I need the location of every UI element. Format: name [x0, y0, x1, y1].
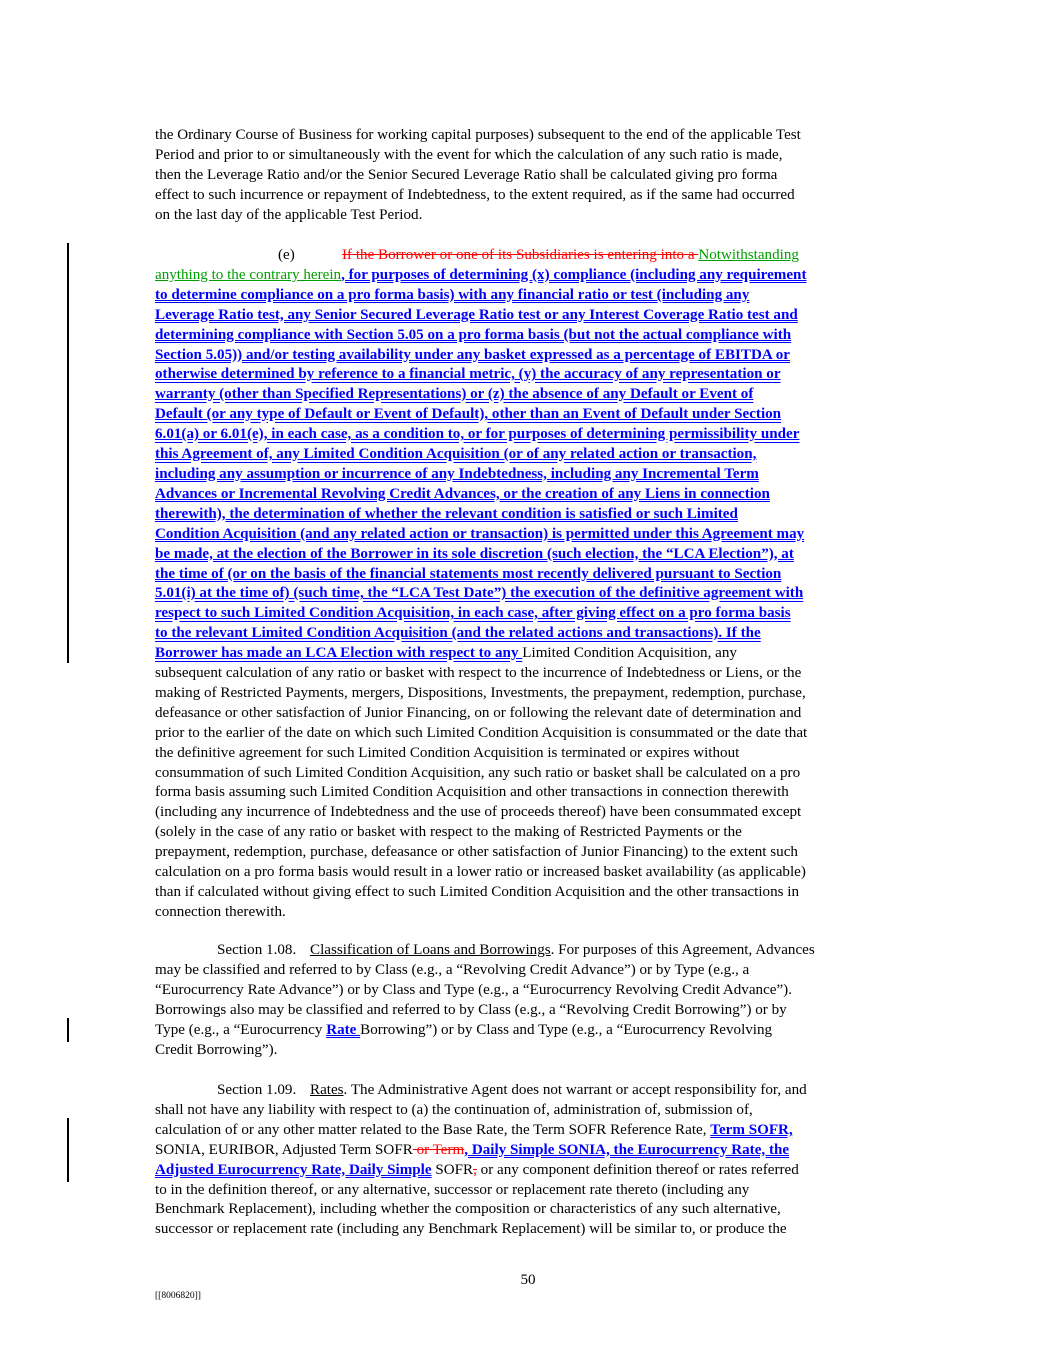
inserted-text-blue: Term SOFR, [710, 1121, 793, 1138]
deleted-text: If the Borrower or one of its Subsidiaries is entering into a [342, 247, 699, 263]
deleted-text: or Term [412, 1141, 465, 1158]
inserted-text-blue: Adjusted Eurocurrency Rate, Daily Simple [155, 1161, 432, 1178]
inserted-text-blue: be made, at the election of the Borrower in its sole discretion (such election, the “LCA Election”), at [155, 545, 794, 562]
inserted-text-green: Notwithstanding [698, 247, 799, 263]
inserted-text-blue: Borrower has made an LCA Election with respect to any [155, 645, 523, 662]
section-title: Rates [310, 1082, 344, 1098]
inserted-text-blue: Default (or any type of Default or Event of Default), other than an Event of Default under Section [155, 406, 782, 423]
inserted-text-blue: 5.01(i) at the time of) (such time, the “LCA Test Date”) the execution of the definitive agreement with [155, 585, 804, 602]
change-bar-e [67, 243, 69, 663]
deleted-text: , [473, 1161, 477, 1178]
section-1-08: Section 1.08. Classification of Loans and Borrowings. For purposes of this Agreement, Advances may be classified and referred to by Class (e.g., a “Revolving Credit Advance”) or by Type (e.g., a “Eurocurrency Rate Advance”) or by Class and Type (e.g., a “Eurocurrency Revolving Credit Advance”). Borrowings also may be classified and referred to by Class (e.g., a “Revolving Credit Borrowing”) or by Type (e.g., a “Eurocurrency Rate Borrowing”) or by Class and Type (e.g., a “Eurocurrency Revolving Credit Borrowing”). [155, 942, 815, 1058]
clause-label-e: (e) [278, 247, 295, 263]
change-bar-108 [67, 1018, 69, 1042]
inserted-text-green: anything to the contrary herein [155, 266, 342, 283]
document-id: [[8006820]] [155, 1291, 201, 1301]
inserted-text-blue: including any assumption or incurrence of any Indebtedness, including any Incremental Term [155, 465, 759, 482]
inserted-text-blue: , Daily Simple SONIA, the Eurocurrency Rate, the [464, 1141, 790, 1158]
inserted-text-blue: determining compliance with Section 5.05 on a pro forma basis (but not the actual compliance with [155, 326, 792, 343]
inserted-text-blue: this Agreement of, any Limited Condition Acquisition (or of any related action or transaction, [155, 446, 757, 463]
inserted-text-blue: to the relevant Limited Condition Acquisition (and the related actions and transactions). If the [155, 625, 761, 642]
inserted-text-blue: , for purposes of determining (x) compliance (including any requirement [341, 266, 807, 283]
change-bar-109 [67, 1118, 69, 1182]
section-number: Section 1.09. [217, 1082, 297, 1098]
page-number: 50 [520, 1272, 536, 1288]
inserted-text-blue: Advances or Incremental Revolving Credit Advances, or the creation of any Liens in connection [155, 485, 770, 502]
section-title: Classification of Loans and Borrowings [310, 942, 551, 958]
inserted-text-blue: to determine compliance on a pro forma basis) with any financial ratio or test (including any [155, 286, 750, 303]
inserted-text-blue: Section 5.05)) and/or testing availability under any basket expressed as a percentage of EBITDA or [155, 346, 790, 363]
inserted-text-blue: the time of (or on the basis of the financial statements most recently delivered pursuant to Section [155, 565, 782, 582]
paragraph-e: (e) If the Borrower or one of its Subsidiaries is entering into a Notwithstanding anything to the contrary herein, for purposes of determining (x) compliance (including any requirement to determine compliance on a pro forma basis) with any financial ratio or test (including any Leverage Ratio test, any Senior Secured Leverage Ratio test or any Interest Coverage Ratio test and determining compliance with Section 5.05 on a pro forma basis (but not the actual compliance with Section 5.05)) and/or testing availability under any basket expressed as a percentage of EBITDA or otherwise determined by reference to a financial metric, (y) the accuracy of any representation or warranty (other than Specified Representations) or (z) the absence of any Default or Event of Default (or any type of Default or Event of Default), other than an Event of Default under Section 6.01(a) or 6.01(e), in each case, as a condition to, or for purposes of determining permissibility under this Agreement of, any Limited Condition Acquisition (or of any related action or transaction, including any assumption or incurrence of any Indebtedness, including any Incremental Term Advances or Incremental Revolving Credit Advances, or the creation of any Liens in connection therewith), the determination of whether the relevant condition is satisfied or such Limited Condition Acquisition (and any related action or transaction) is permitted under this Agreement may be made, at the election of the Borrower in its sole discretion (such election, the “LCA Election”), at the time of (or on the basis of the financial statements most recently delivered pursuant to Section 5.01(i) at the time of) (such time, the “LCA Test Date”) the execution of the definitive agreement with respect to such Limited Condition Acquisition, in each case, after giving effect on a pro forma basis to the relevant Limited Condition Acquisition (and the related actions and transactions). If the Borrower has made an LCA Election with respect to any Limited Condition Acquisition, any subsequent calculation of any ratio or basket with respect to the incurrence of Indebtedness or Liens, or the making of Restricted Payments, mergers, Dispositions, Investments, the prepayment, redemption, purchase, defeasance or other satisfaction of Junior Financing, on or following the relevant date of determination and prior to the earlier of the date on which such Limited Condition Acquisition is consummated or the date that the definitive agreement for such Limited Condition Acquisition is terminated or expires without consummation of such Limited Condition Acquisition, any such ratio or basket shall be calculated on a pro forma basis assuming such Limited Condition Acquisition and other transactions in connection therewith (including any incurrence of Indebtedness and the use of proceeds thereof) have been consummated except (solely in the case of any ratio or basket with respect to the making of Restricted Payments or the prepayment, redemption, purchase, defeasance or other satisfaction of Junior Financing) to the extent such calculation on a pro forma basis would result in a lower ratio or increased basket availability (as applicable) than if calculated without giving effect to such Limited Condition Acquisition and the other transactions in connection therewith. [155, 247, 808, 920]
section-1-09: Section 1.09. Rates. The Administrative Agent does not warrant or accept responsibility for, and shall not have any liability with respect to (a) the continuation of, administration of, submission of, calculation of or any other matter related to the Base Rate, the Term SOFR Reference Rate, Term SOFR, SONIA, EURIBOR, Adjusted Term SOFR or Term, Daily Simple SONIA, the Eurocurrency Rate, the Adjusted Eurocurrency Rate, Daily Simple SOFR, or any component definition thereof or rates referred to in the definition thereof, or any alternative, successor or replacement rate thereto (including any Benchmark Replacement), including whether the composition or characteristics of any such alternative, successor or replacement rate (including any Benchmark Replacement) will be similar to, or produce the [155, 1082, 807, 1238]
inserted-text-blue: therewith), the determination of whether the relevant condition is satisfied or such Limited [155, 505, 738, 522]
paragraph-continuation: the Ordinary Course of Business for working capital purposes) subsequent to the end of the applicable Test Period and prior to or simultaneously with the event for which the calculation of any such ratio is made, then the Leverage Ratio and/or the Senior Secured Leverage Ratio shall be calculated giving pro forma effect to such incurrence or repayment of Indebtedness, to the extent required, as if the same had occurred on the last day of the applicable Test Period. [155, 127, 801, 223]
inserted-text-blue: Condition Acquisition (and any related action or transaction) is permitted under this Agreement may [155, 525, 805, 542]
inserted-text-blue: Rate [326, 1021, 361, 1038]
inserted-text-blue: warranty (other than Specified Representations) or (z) the absence of any Default or Event of [155, 386, 754, 403]
inserted-text-blue: respect to such Limited Condition Acquisition, in each case, after giving effect on a pro forma basis [155, 605, 791, 622]
section-number: Section 1.08. [217, 942, 297, 958]
inserted-text-blue: 6.01(a) or 6.01(e), in each case, as a condition to, or for purposes of determining permissibility under [155, 426, 800, 443]
inserted-text-blue: Leverage Ratio test, any Senior Secured Leverage Ratio test or any Interest Coverage Ratio test and [155, 306, 798, 323]
inserted-text-blue: otherwise determined by reference to a financial metric, (y) the accuracy of any representation or [155, 366, 781, 383]
